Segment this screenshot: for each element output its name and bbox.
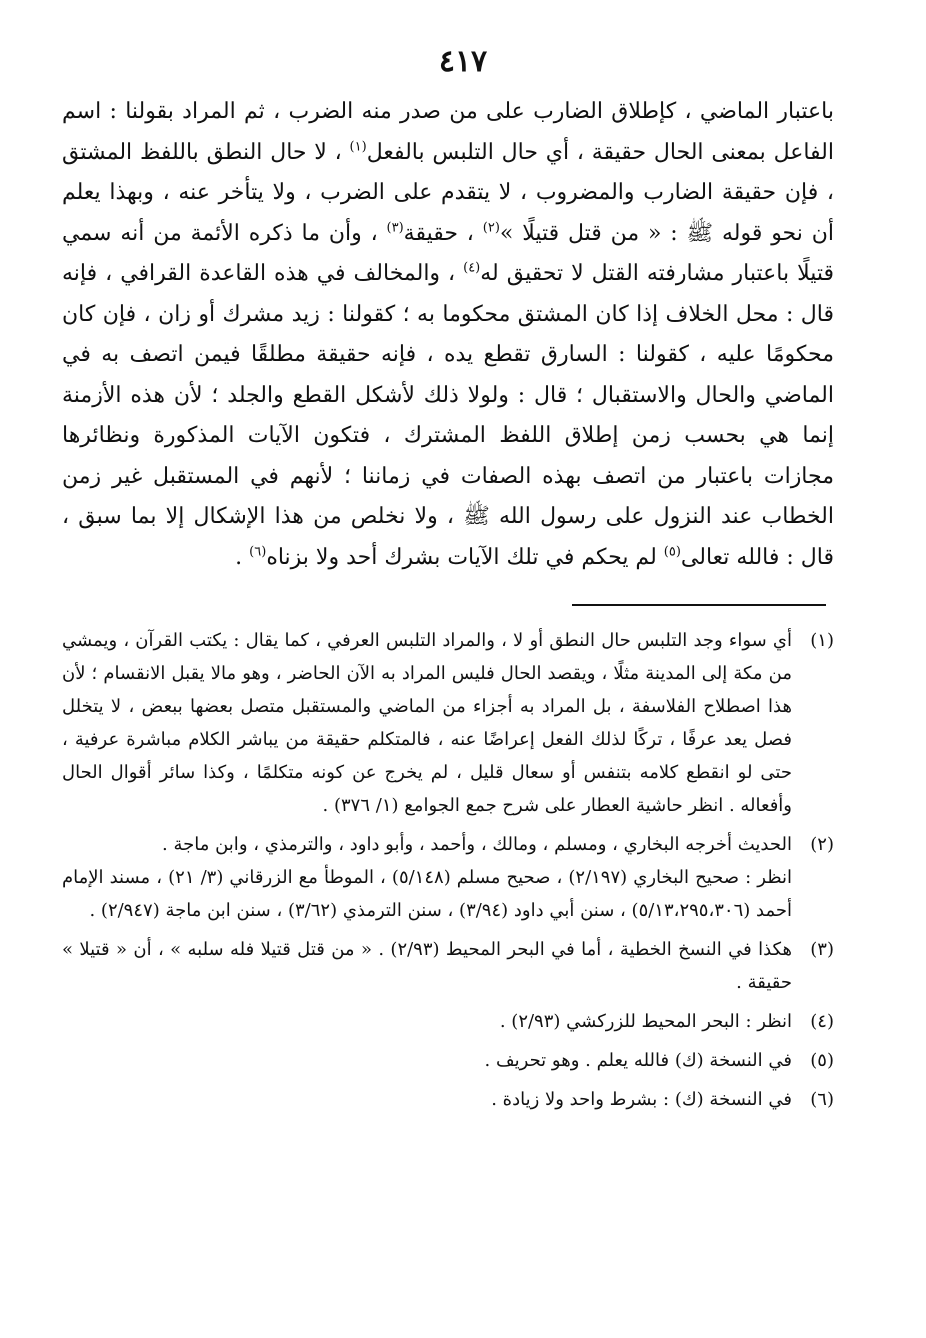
footnote-text — [62, 828, 792, 927]
footnote-line: في النسخة (ك) فالله يعلم . وهو تحريف . — [484, 1050, 792, 1071]
footnote-number: (٥) — [810, 1050, 834, 1071]
footnote-line: الحديث أخرجه البخاري ، ومسلم ، ومالك ، وأحمد ، وأبو داود ، والترمذي ، وابن ماجة . — [162, 834, 792, 855]
text-segment: ، والمخالف في هذه القاعدة القرافي ، فإنه قال : محل الخلاف إذا كان المشتق محكوما به ؛ كقولنا : زيد مشرك أو زان ، فإن كان محكومًا عليه ، كقولنا : السارق تقطع يده ، فإنه حقيقة مطلقًا فيمن اتصف به في الماضي والحال والاستقبال ؛ قال : ولولا ذلك لأشكل القطع والجلد ؛ لأن هذه الأزمنة إنما هي بحسب زمن إطلاق اللفظ المشترك ، فتكون الآيات المذكورة ونظائرها مجازات باعتبار من اتصف بهذه الصفات في زماننا ؛ لأنهم في المستقبل غير زمن الخطاب عند النزول على رسول الله ﷺ ، ولا نخلص من هذا الإشكال إلا بما سبق ، قال : فالله تعالى — [62, 261, 834, 570]
footnote-text — [62, 933, 792, 999]
text-segment: باعتبار الماضي ، كإطلاق الضارب على من صدر منه الضرب ، ثم المراد بقولنا : اسم الفاعل بمعنى الحال حقيقة ، أي حال التلبس بالفعل — [62, 99, 834, 165]
footnote-text — [62, 1044, 792, 1077]
footnote-line: انظر : البحر المحيط للزركشي (٢/٩٣) . — [499, 1011, 792, 1032]
text-segment: ، وأن ما ذكره الأئمة من أنه سمي قتيلًا باعتبار مشارفته القتل لا تحقيق له — [62, 220, 834, 286]
footnote-2 — [62, 828, 834, 927]
footnote-number: (٦) — [810, 1089, 834, 1110]
footnote-number: (٣) — [810, 939, 834, 960]
footnote-text — [62, 1005, 792, 1038]
footnote-number: (٢) — [810, 834, 834, 855]
footnote-ref-5[interactable]: (٥) — [663, 544, 681, 560]
footnote-line: انظر : صحيح البخاري (٢/١٩٧) ، صحيح مسلم (٥/١٤٨) ، الموطأ مع الزرقاني (٣/ ٢١) ، مسند الإمام أحمد (٥/١٣،٢٩٥،٣٠٦) ، سنن أبي داود (٣/٩٤) ، سنن الترمذي (٣/٦٢) ، سنن ابن ماجة (٢/٩٤٧) . — [62, 867, 792, 921]
text-segment: ، حقيقة — [403, 220, 483, 246]
page-number: ٤١٧ — [438, 44, 488, 79]
footnote-line: هكذا في النسخ الخطية ، أما في البحر المحيط (٢/٩٣) . « من قتل قتيلا فله سلبه » ، أن « قتيلا » حقيقة . — [62, 939, 792, 993]
footnote-ref-1[interactable]: (١) — [349, 139, 367, 155]
footnote-line: في النسخة (ك) : بشرط واحد ولا زيادة . — [491, 1089, 792, 1110]
footnote-ref-4[interactable]: (٤) — [463, 260, 481, 276]
footnote-3 — [62, 933, 834, 999]
main-paragraph — [62, 92, 834, 578]
text-segment: ، لا حال النطق باللفظ المشتق ، فإن حقيقة الضارب والمضروب ، لا يتقدم على الضرب ، ولا يتأخر عنه ، وبهذا يعلم أن نحو قوله ﷺ : « من قتل قتيلًا » — [62, 139, 834, 246]
footnote-5 — [62, 1044, 834, 1077]
footnote-number: (١) — [810, 630, 834, 651]
text-segment: لم يحكم في تلك الآيات بشرك أحد ولا بزناه — [266, 544, 664, 570]
footnote-divider — [572, 604, 826, 606]
footnote-1 — [62, 624, 834, 822]
footnote-4 — [62, 1005, 834, 1038]
footnote-6 — [62, 1083, 834, 1116]
footnote-line: أي سواء وجد التلبس حال النطق أو لا ، والمراد التلبس العرفي ، كما يقال : يكتب القرآن ، ويمشي من مكة إلى المدينة مثلًا ، ويقصد الحال فليس المراد به الآن الحاضر ، وهو مالا يقبل الانقسام ؛ لأن هذا اصطلاح الفلاسفة ، بل المراد به أجزاء من الماضي والمستقبل متصل بعضها ببعض ، لا يتخلل فصل يعد عرفًا ، تركًا لذلك الفعل إعراضًا عنه ، فالمتكلم حقيقة من يباشر الكلام مباشرة عرفية ، حتى لو انقطع كلامه بتنفس أو سعال قليل ، لم يخرج عن كونه متكلمًا ، وكذا سائر أقوال الحال وأفعاله . انظر حاشية العطار على شرح جمع الجوامع (١/ ٣٧٦) . — [62, 630, 792, 816]
footnote-ref-2[interactable]: (٢) — [482, 220, 500, 236]
footnote-ref-3[interactable]: (٣) — [386, 220, 404, 236]
main-text — [62, 92, 834, 578]
footnote-text — [62, 624, 792, 822]
footnotes-section — [62, 624, 834, 1122]
footnote-ref-6[interactable]: (٦) — [249, 544, 267, 560]
text-segment: . — [235, 544, 250, 570]
footnote-number: (٤) — [810, 1011, 834, 1032]
footnote-text — [62, 1083, 792, 1116]
